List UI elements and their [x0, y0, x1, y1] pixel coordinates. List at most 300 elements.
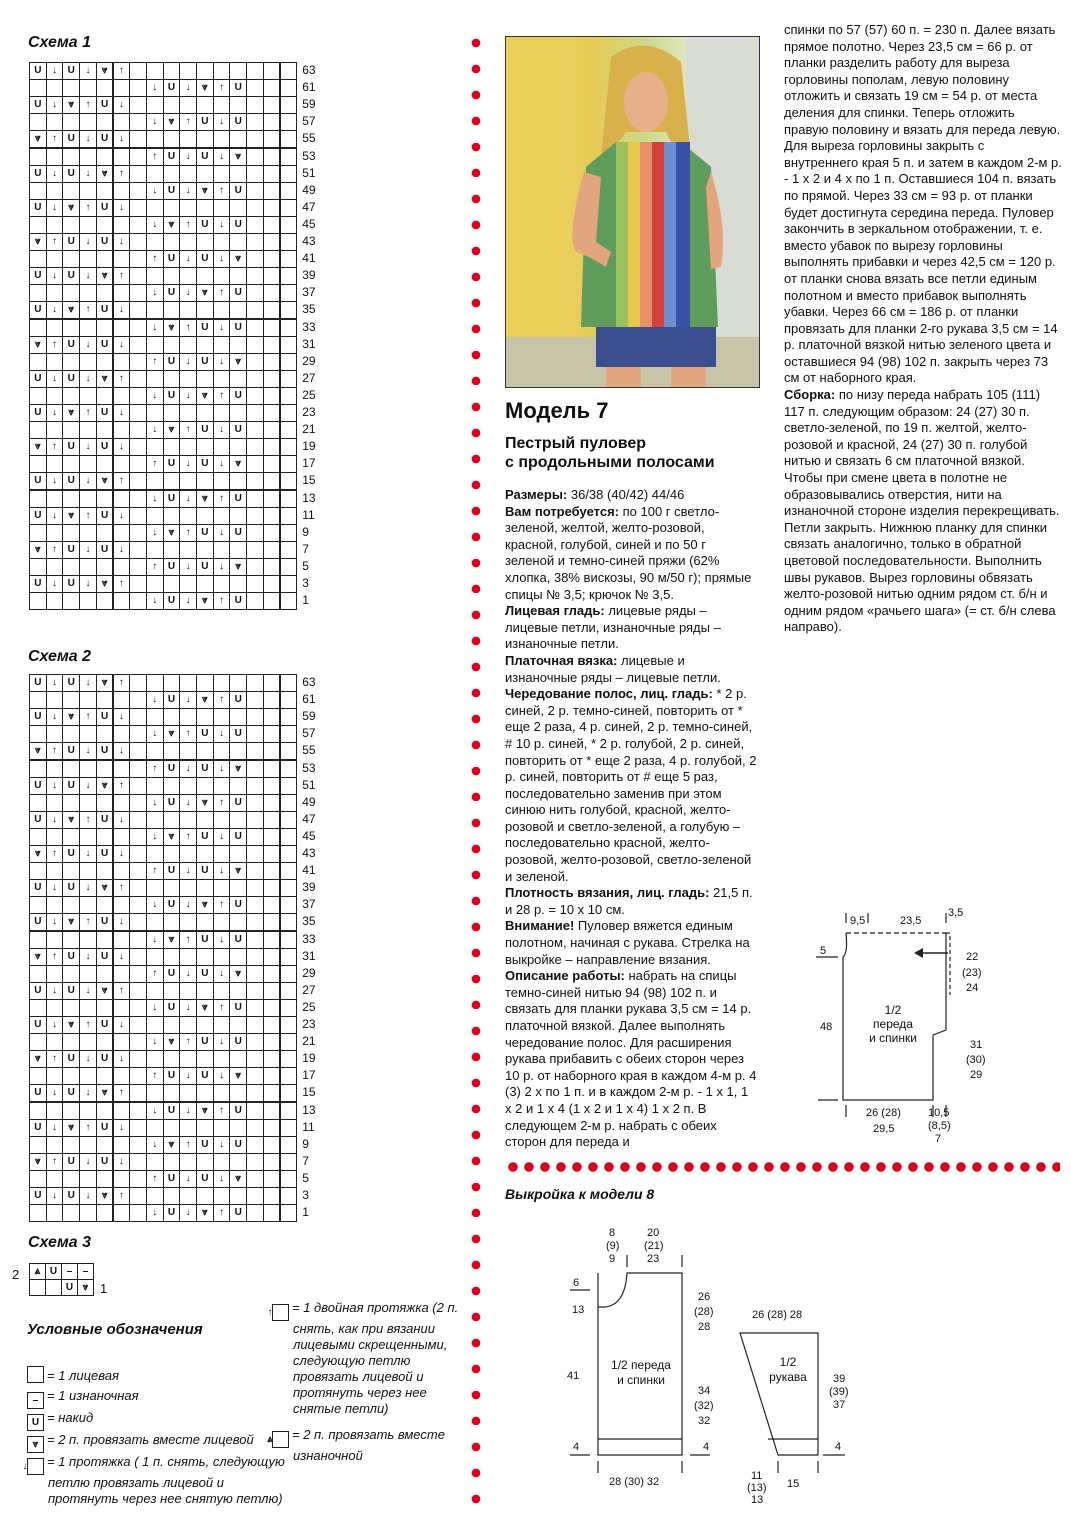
chart-cell: U	[62, 948, 80, 966]
chart-cell	[246, 370, 264, 388]
chart-cell	[246, 387, 264, 405]
chart-cell	[79, 1170, 97, 1188]
chart-cell: ⩔	[163, 725, 181, 743]
chart-cell	[96, 319, 114, 337]
chart-cell	[263, 862, 281, 880]
chart-cell	[113, 284, 131, 302]
chart-cell	[29, 216, 47, 234]
chart-cell: U	[229, 794, 247, 812]
chart-cell	[179, 336, 197, 354]
chart-cell: U	[196, 931, 214, 949]
chart-cell: U	[96, 1119, 114, 1137]
chart-cell	[146, 301, 164, 319]
chart-cell: ↓	[79, 267, 97, 285]
chart-row-number: 3	[302, 576, 309, 590]
chart-cell: ↓	[146, 828, 164, 846]
chart-cell	[96, 999, 114, 1017]
chart-cell: U	[229, 1033, 247, 1051]
chart-cell	[280, 490, 298, 508]
chart-cell	[146, 879, 164, 897]
chart-cell	[196, 1153, 214, 1171]
chart-row-number: 27	[302, 982, 316, 997]
chart-cell	[29, 148, 47, 166]
chart-cell	[263, 777, 281, 795]
chart-cell	[46, 1033, 64, 1051]
chart-cell: ↓	[46, 575, 64, 593]
chart-cell: ↓	[213, 148, 231, 166]
chart-cell: U	[29, 62, 47, 80]
chart-cell	[229, 472, 247, 490]
chart-cell: ↑	[146, 148, 164, 166]
chart-cell	[96, 1204, 114, 1222]
chart-cell	[280, 524, 298, 542]
chart-cell	[79, 524, 97, 542]
chart-cell	[280, 1153, 298, 1171]
chart-cell	[213, 165, 231, 183]
chart-cell	[129, 353, 147, 371]
chart-cell	[146, 233, 164, 251]
chart-cell	[46, 999, 64, 1017]
chart-cell: U	[29, 1119, 47, 1137]
chart-cell	[229, 1119, 247, 1137]
chart-cell	[79, 113, 97, 131]
arrow-up-icon: ↑	[272, 1304, 289, 1321]
chart-cell	[129, 62, 147, 80]
chart-cell	[179, 472, 197, 490]
chart-cell	[179, 438, 197, 456]
chart-cell: U	[29, 404, 47, 422]
chart-cell	[280, 216, 298, 234]
chart-cell	[229, 845, 247, 863]
chart-cell	[163, 233, 181, 251]
chart-cell	[246, 674, 264, 692]
chart-cell	[213, 1119, 231, 1137]
chart-cell: ↓	[179, 862, 197, 880]
chart-cell	[96, 79, 114, 97]
chart-cell: ⩔	[96, 1084, 114, 1102]
chart-cell	[196, 507, 214, 525]
chart-cell	[196, 708, 214, 726]
chart-cell	[179, 1016, 197, 1034]
chart-cell: U	[62, 62, 80, 80]
chart-row-number: 21	[302, 1034, 316, 1049]
chart-cell: ↓	[213, 113, 231, 131]
chart-cell	[280, 250, 298, 268]
chart-cell	[196, 370, 214, 388]
chart-cell	[29, 79, 47, 97]
chart-cell	[46, 862, 64, 880]
chart-cell: U	[229, 284, 247, 302]
chart-cell: ↑	[213, 691, 231, 709]
chart-cell: ⩔	[196, 592, 214, 610]
chart-cell	[163, 674, 181, 692]
chart-cell	[113, 216, 131, 234]
chart-row-number: 11	[302, 507, 315, 522]
chart-cell	[129, 862, 147, 880]
chart-cell: U	[196, 250, 214, 268]
chart-cell	[62, 862, 80, 880]
chart-row-number: 35	[302, 914, 316, 929]
chart-cell	[62, 1067, 80, 1085]
chart-cell	[62, 284, 80, 302]
horizontal-dot-divider	[505, 1160, 1060, 1174]
chart-cell	[246, 708, 264, 726]
chart-cell	[280, 592, 298, 610]
chart-cell	[129, 1067, 147, 1085]
chart-cell: U	[229, 592, 247, 610]
chart-cell	[213, 130, 231, 148]
chart-cell	[179, 62, 197, 80]
schema3-title: Схема 3	[28, 1234, 92, 1251]
chart-cell	[46, 760, 64, 778]
chart-cell: ↓	[179, 691, 197, 709]
chart-cell: ⩔	[62, 507, 80, 525]
chart-cell	[196, 674, 214, 692]
chart-cell	[246, 896, 264, 914]
chart-cell: U	[29, 370, 47, 388]
chart-cell	[62, 760, 80, 778]
chart-cell	[179, 948, 197, 966]
chart-cell	[213, 1084, 231, 1102]
chart-cell: ⩔	[196, 1102, 214, 1120]
chart-cell	[79, 455, 97, 473]
chart-cell	[280, 725, 298, 743]
chart-cell	[246, 725, 264, 743]
chart-cell	[179, 742, 197, 760]
chart-cell	[246, 1204, 264, 1222]
chart-cell: ↑	[213, 284, 231, 302]
chart-cell: ⩔	[163, 931, 181, 949]
chart-cell	[229, 541, 247, 559]
chart-cell	[280, 777, 298, 795]
chart-cell: ↓	[46, 777, 64, 795]
chart-cell: ↓	[179, 250, 197, 268]
chart-cell	[229, 267, 247, 285]
chart-cell	[229, 1187, 247, 1205]
chart-cell: ↓	[146, 113, 164, 131]
chart-cell: U	[163, 896, 181, 914]
chart-cell: ⩔	[62, 404, 80, 422]
chart-cell	[280, 1067, 298, 1085]
chart-row-number: 25	[302, 999, 316, 1014]
chart-cell	[246, 404, 264, 422]
chart-row-number: 39	[302, 268, 316, 283]
chart-cell: ⩔	[96, 674, 114, 692]
chart-cell	[146, 438, 164, 456]
chart-cell	[196, 541, 214, 559]
chart-cell	[62, 1102, 80, 1120]
chart-cell	[246, 777, 264, 795]
chart-cell	[129, 455, 147, 473]
chart-cell	[29, 725, 47, 743]
chart-cell	[280, 1102, 298, 1120]
chart-cell	[229, 879, 247, 897]
chart-cell	[213, 575, 231, 593]
chart-row-number: 5	[302, 1170, 309, 1185]
chart-cell	[246, 336, 264, 354]
chart-cell	[113, 1204, 131, 1222]
chart-cell	[213, 62, 231, 80]
legend-item-ssk: ↓ = 1 протяжка ( 1 п. снять, следующую петлю провязать лицевой и протянуть через нее снятую петлю)	[22, 1454, 285, 1506]
chart-row-number: 41	[302, 863, 316, 878]
chart-row-number: 35	[302, 302, 316, 317]
chart-cell: ↑	[113, 370, 131, 388]
chart-cell: ⩔	[62, 1016, 80, 1034]
chart-cell: U	[196, 148, 214, 166]
chart-cell: U	[196, 524, 214, 542]
chart-cell: ↓	[213, 725, 231, 743]
chart-cell	[263, 742, 281, 760]
chart-cell	[129, 1170, 147, 1188]
chart-cell: ↓	[179, 387, 197, 405]
chart-row-number: 49	[302, 182, 316, 197]
chart-cell: ↓	[179, 353, 197, 371]
chart-cell	[62, 725, 80, 743]
chart-row-number: 53	[302, 148, 316, 163]
chart-cell	[280, 1050, 298, 1068]
chart-cell	[196, 438, 214, 456]
chart-cell: ↓	[213, 353, 231, 371]
schema3-cell-yo: U	[61, 1279, 78, 1296]
chart-cell	[129, 965, 147, 983]
chart-cell	[213, 811, 231, 829]
chart-cell	[246, 524, 264, 542]
pattern7-piece-label: 1/2 переда и спинки	[869, 1003, 917, 1045]
chart-row-number: 17	[302, 1068, 316, 1083]
model-description	[505, 487, 757, 1151]
chart-cell: ⩔	[196, 490, 214, 508]
chart-cell: ↓	[179, 1067, 197, 1085]
chart-cell	[129, 896, 147, 914]
chart-row-number: 27	[302, 370, 316, 385]
chart-row-number: 15	[302, 473, 316, 488]
chart-cell	[263, 472, 281, 490]
chart-cell	[196, 96, 214, 114]
chart-cell: ↓	[179, 490, 197, 508]
chart-cell	[263, 165, 281, 183]
chart-cell	[113, 965, 131, 983]
chart-cell	[179, 575, 197, 593]
chart-cell	[62, 79, 80, 97]
chart-cell: U	[96, 438, 114, 456]
chart-cell: ↓	[113, 199, 131, 217]
chart-cell: ↓	[113, 96, 131, 114]
chart-cell: ↑	[113, 575, 131, 593]
chart-cell	[263, 592, 281, 610]
chart-cell: U	[96, 130, 114, 148]
chart-cell: ↓	[179, 592, 197, 610]
chart-cell	[213, 199, 231, 217]
chart-cell	[280, 96, 298, 114]
chart-cell	[79, 216, 97, 234]
chart-cell	[113, 387, 131, 405]
chart-cell: ⩔	[229, 455, 247, 473]
chart-cell	[263, 438, 281, 456]
chart-cell: ↓	[213, 319, 231, 337]
chart-cell	[263, 558, 281, 576]
chart-cell	[196, 575, 214, 593]
chart-cell: ↓	[79, 1187, 97, 1205]
chart-cell	[246, 438, 264, 456]
chart-cell	[129, 948, 147, 966]
legend-item-knit: = 1 лицевая	[27, 1366, 277, 1384]
chart-cell	[113, 421, 131, 439]
chart-cell: ↓	[46, 708, 64, 726]
chart-cell	[146, 913, 164, 931]
chart-cell	[146, 948, 164, 966]
chart-row-number: 1	[302, 593, 309, 608]
chart-cell	[113, 1136, 131, 1154]
chart-cell: ↓	[46, 267, 64, 285]
chart-cell: ⩔	[29, 336, 47, 354]
chart-row-number: 13	[302, 490, 316, 505]
chart-cell	[129, 674, 147, 692]
chart-cell	[46, 896, 64, 914]
legend-item-k2tog: ⩔ = 2 п. провязать вместе лицевой	[27, 1432, 277, 1453]
chart-row-number: 29	[302, 353, 316, 368]
chart-cell: U	[229, 999, 247, 1017]
chart-cell	[196, 948, 214, 966]
chart-cell: ↑	[146, 1067, 164, 1085]
chart-cell	[146, 96, 164, 114]
chart-cell	[280, 999, 298, 1017]
chart-row-number: 55	[302, 131, 316, 146]
chart-cell	[129, 267, 147, 285]
chart-cell	[280, 674, 298, 692]
chart-cell	[79, 592, 97, 610]
chart-cell	[263, 965, 281, 983]
chart-cell	[263, 896, 281, 914]
chart-cell	[46, 113, 64, 131]
chart-cell	[229, 336, 247, 354]
chart-cell: ↑	[213, 1204, 231, 1222]
chart-cell: U	[96, 507, 114, 525]
chart-cell	[146, 370, 164, 388]
chart-cell	[246, 1102, 264, 1120]
chart-cell	[29, 999, 47, 1017]
chart-cell: ⩔	[96, 982, 114, 1000]
chart-cell	[79, 931, 97, 949]
chart-cell	[163, 742, 181, 760]
chart-cell	[196, 913, 214, 931]
chart-cell	[280, 691, 298, 709]
chart-cell	[113, 725, 131, 743]
chart-cell: U	[62, 438, 80, 456]
chart-cell: ↑	[179, 1136, 197, 1154]
chart-cell	[129, 233, 147, 251]
chart-cell	[96, 1170, 114, 1188]
chart-cell	[46, 1102, 64, 1120]
chart-cell: ↓	[213, 1136, 231, 1154]
chart-cell: ↓	[146, 794, 164, 812]
chart-cell	[179, 233, 197, 251]
chart-cell	[163, 811, 181, 829]
chart-cell	[263, 1204, 281, 1222]
chart-cell: ⩔	[62, 301, 80, 319]
chart-cell: ↑	[146, 862, 164, 880]
chart-cell	[246, 472, 264, 490]
chart-cell: ↑	[113, 777, 131, 795]
chart-cell	[179, 777, 197, 795]
chart-cell	[280, 421, 298, 439]
chart-cell: U	[229, 524, 247, 542]
chart-cell: ↑	[46, 233, 64, 251]
chart-cell	[196, 845, 214, 863]
chart-cell	[163, 541, 181, 559]
chart-cell	[29, 691, 47, 709]
chart-cell	[263, 811, 281, 829]
chart-cell	[246, 811, 264, 829]
chart-cell	[129, 879, 147, 897]
chart-cell	[113, 691, 131, 709]
chart-cell	[246, 353, 264, 371]
chart-cell	[229, 165, 247, 183]
chart-cell: U	[29, 96, 47, 114]
chart-cell	[129, 148, 147, 166]
chart-cell	[96, 387, 114, 405]
pattern-model8: 8 (9) 9 20 (21) 23 6 13 41 4 26 (28) 28 34 (32) 32 4 1/2 переда и спинки 28 (30) 32 26 (28) 28 1/2 рукава 39 (39) 37 4 11 (13) 13 15	[567, 1227, 849, 1506]
chart-cell	[62, 592, 80, 610]
chart-cell: ↑	[113, 879, 131, 897]
chart-cell	[246, 1119, 264, 1137]
chart-cell: U	[229, 421, 247, 439]
chart-cell: ↓	[79, 1153, 97, 1171]
chart-cell: ⩔	[62, 1119, 80, 1137]
chart-cell: ↓	[113, 438, 131, 456]
chart-row-number: 19	[302, 439, 316, 454]
chart-cell: ↑	[113, 267, 131, 285]
chart-cell	[263, 490, 281, 508]
chart-cell	[246, 233, 264, 251]
chart-cell: ↓	[79, 845, 97, 863]
chart-cell	[79, 896, 97, 914]
chart-cell: U	[163, 1204, 181, 1222]
chart-cell	[179, 674, 197, 692]
chart-cell	[263, 455, 281, 473]
chart-row-number: 9	[302, 1136, 309, 1151]
chart-cell	[263, 674, 281, 692]
chart-cell: U	[196, 1033, 214, 1051]
chart-cell	[129, 284, 147, 302]
chart-cell: ↓	[79, 879, 97, 897]
chart-cell	[179, 982, 197, 1000]
chart-cell: ↑	[46, 948, 64, 966]
chart-cell	[246, 691, 264, 709]
chart-cell: U	[96, 404, 114, 422]
chart-cell: ↑	[46, 130, 64, 148]
chart-cell	[46, 79, 64, 97]
chart-cell	[62, 1033, 80, 1051]
chart-cell: U	[163, 760, 181, 778]
chart-cell	[280, 742, 298, 760]
chart-cell: U	[29, 913, 47, 931]
chart-row-number: 33	[302, 931, 316, 946]
chart-cell: ↓	[179, 455, 197, 473]
chart-cell: ⩔	[229, 558, 247, 576]
chart-cell	[280, 233, 298, 251]
chart-cell	[29, 524, 47, 542]
chart-cell: U	[229, 490, 247, 508]
chart-cell: ↑	[79, 404, 97, 422]
chart-cell	[196, 130, 214, 148]
chart-cell	[129, 931, 147, 949]
chart-cell	[62, 353, 80, 371]
chart-cell: ⩔	[96, 165, 114, 183]
chart-cell: ⩔	[62, 811, 80, 829]
chart-row-number: 17	[302, 456, 316, 471]
chart-cell	[229, 948, 247, 966]
chart-cell	[129, 760, 147, 778]
